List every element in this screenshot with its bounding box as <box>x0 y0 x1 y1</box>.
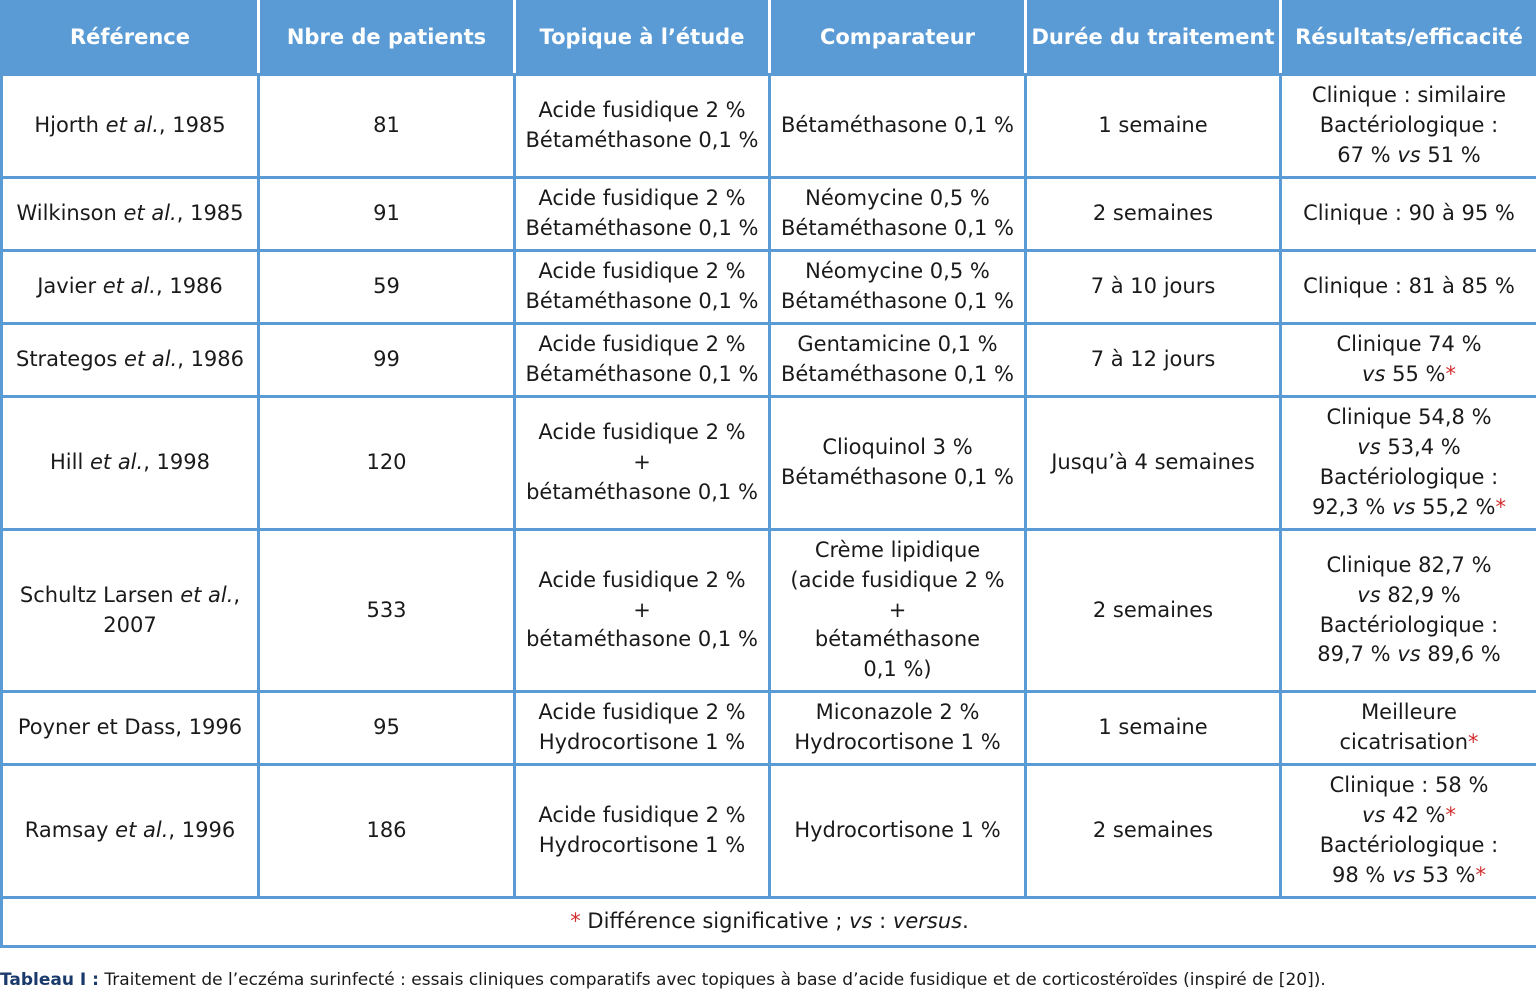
text-segment: Bétaméthasone 0,1 % <box>525 289 759 313</box>
cell-line <box>520 831 764 861</box>
cell-reference <box>2 251 259 324</box>
cell-comparateur <box>770 765 1026 898</box>
cell-comparateur <box>770 692 1026 765</box>
cell-line <box>520 360 764 390</box>
cell-reference <box>2 765 259 898</box>
text-segment: Miconazole 2 % <box>815 700 980 725</box>
cell-comparateur <box>770 324 1026 397</box>
text-segment: + <box>888 597 907 622</box>
cell-line <box>520 330 764 360</box>
table-row <box>2 324 1536 397</box>
cell-resultats <box>1281 765 1536 898</box>
text-segment: Clioquinol 3 % <box>822 435 973 460</box>
cell-line <box>520 287 764 317</box>
text-segment: Crème lipidique <box>814 538 981 562</box>
text-segment: Acide fusidique 2 % <box>538 98 746 123</box>
cell-line <box>1286 272 1532 302</box>
italic-text: et al. <box>180 582 234 607</box>
cell-line <box>520 625 764 655</box>
cell-line <box>775 360 1020 390</box>
text-segment: Bétaméthasone 0,1 % <box>525 362 759 386</box>
italic-text: vs <box>1362 803 1386 828</box>
text-segment: Acide fusidique 2 % <box>538 700 746 725</box>
cell-duree: 1 semaine <box>1026 692 1281 765</box>
table-row <box>2 692 1536 765</box>
cell-reference <box>2 692 259 765</box>
text-segment: Bétaméthasone 0,1 % <box>781 216 1014 240</box>
cell-topique <box>515 251 770 324</box>
italic-text: vs <box>1392 862 1416 887</box>
text-segment: Néomycine 0,5 % <box>805 259 990 284</box>
italic-text: vs <box>1357 435 1381 460</box>
cell-reference <box>2 397 259 530</box>
cell-resultats <box>1281 178 1536 251</box>
cell-resultats <box>1281 530 1536 692</box>
header-patients: Nbre de patients <box>259 2 515 75</box>
cell-line <box>520 214 764 244</box>
header-comparateur: Comparateur <box>770 2 1026 75</box>
text-segment: , 1985 <box>176 201 244 226</box>
cell-line <box>775 111 1020 141</box>
cell-line <box>1286 111 1532 141</box>
text-segment: Bétaméthasone 0,1 % <box>781 465 1014 489</box>
text-segment: , 1998 <box>143 450 210 475</box>
text-segment: Bétaméthasone 0,1 % <box>525 216 759 240</box>
text-segment: : <box>872 909 893 934</box>
cell-line <box>7 611 253 641</box>
cell-line <box>520 257 764 287</box>
text-segment: 0,1 %) <box>863 657 932 682</box>
cell-topique <box>515 765 770 898</box>
cell-line <box>775 728 1020 758</box>
significance-star: * <box>1475 862 1486 887</box>
cell-line <box>1286 433 1532 463</box>
cell-line <box>7 345 253 375</box>
significance-star: * <box>1495 494 1506 519</box>
cell-topique <box>515 692 770 765</box>
text-segment: cicatrisation <box>1339 730 1469 754</box>
text-segment: Bétaméthasone 0,1 % <box>781 113 1014 138</box>
cell-topique <box>515 530 770 692</box>
text-segment: Bétaméthasone 0,1 % <box>781 362 1014 386</box>
cell-patients: 99 <box>259 324 515 397</box>
cell-line <box>7 816 253 846</box>
text-segment: Clinique : 90 à 95 % <box>1303 201 1515 226</box>
text-segment: , 1986 <box>177 347 245 372</box>
cell-line <box>520 448 764 478</box>
text-segment: Hydrocortisone 1 % <box>794 730 1001 754</box>
text-segment: Bétaméthasone 0,1 % <box>781 289 1014 313</box>
cell-topique <box>515 397 770 530</box>
cell-line <box>775 655 1020 685</box>
cell-line <box>520 596 764 626</box>
italic-text: vs <box>1392 494 1416 519</box>
cell-patients: 81 <box>259 75 515 178</box>
text-segment: Javier <box>37 274 103 299</box>
text-segment: , <box>233 582 241 607</box>
text-segment: Clinique 54,8 % <box>1326 405 1492 430</box>
cell-line <box>520 418 764 448</box>
text-segment: bétaméthasone 0,1 % <box>526 627 758 652</box>
cell-line <box>775 596 1020 626</box>
cell-line <box>775 566 1020 596</box>
cell-line <box>775 257 1020 287</box>
cell-line <box>1286 640 1532 670</box>
cell-topique <box>515 178 770 251</box>
cell-patients: 186 <box>259 765 515 898</box>
cell-resultats <box>1281 397 1536 530</box>
text-segment: Acide fusidique 2 % <box>538 803 746 828</box>
text-segment: + <box>633 597 651 622</box>
text-segment: 89,6 % <box>1420 642 1501 667</box>
cell-resultats <box>1281 75 1536 178</box>
italic-text: et al. <box>89 450 144 475</box>
cell-line <box>1286 801 1532 831</box>
cell-line <box>775 433 1020 463</box>
table-row <box>2 530 1536 692</box>
cell-line <box>1286 81 1532 111</box>
footnote <box>2 898 1536 947</box>
text-segment: Poyner et Dass, 1996 <box>17 715 243 740</box>
cell-line <box>1286 581 1532 611</box>
cell-resultats <box>1281 251 1536 324</box>
table-header <box>2 2 1536 75</box>
italic-text: et al. <box>105 113 159 138</box>
cell-line <box>7 448 253 478</box>
text-segment: , 1996 <box>168 818 236 843</box>
cell-line <box>7 111 253 141</box>
cell-reference <box>2 324 259 397</box>
text-segment: 53 % <box>1415 862 1476 887</box>
cell-line <box>520 698 764 728</box>
cell-line <box>1286 360 1532 390</box>
text-segment: Bactériologique : <box>1319 113 1499 138</box>
text-segment: Gentamicine 0,1 % <box>797 332 998 357</box>
text-segment: Hydrocortisone 1 % <box>538 833 746 857</box>
table-row <box>2 397 1536 530</box>
cell-line <box>1286 141 1532 171</box>
cell-duree: 2 semaines <box>1026 178 1281 251</box>
cell-comparateur <box>770 75 1026 178</box>
significance-star: * <box>1445 803 1456 828</box>
text-segment: Clinique 74 % <box>1336 332 1482 357</box>
cell-line <box>520 126 764 156</box>
cell-line <box>7 199 253 229</box>
text-segment: 98 % <box>1332 862 1393 887</box>
cell-duree: 2 semaines <box>1026 765 1281 898</box>
cell-patients: 533 <box>259 530 515 692</box>
header-reference: Référence <box>2 2 259 75</box>
cell-duree: Jusqu’à 4 semaines <box>1026 397 1281 530</box>
italic-text: et al. <box>102 274 156 299</box>
text-segment: 53,4 % <box>1380 435 1461 460</box>
italic-text: et al. <box>124 347 178 372</box>
text-segment: Acide fusidique 2 % <box>538 420 746 445</box>
text-segment: , 1985 <box>158 113 226 138</box>
cell-resultats <box>1281 692 1536 765</box>
cell-line <box>775 625 1020 655</box>
header-duree: Durée du traitement <box>1026 2 1281 75</box>
text-segment: 2007 <box>103 612 157 637</box>
cell-line <box>775 214 1020 244</box>
footnote-row <box>2 898 1536 947</box>
header-topique: Topique à l’étude <box>515 2 770 75</box>
italic-text: vs <box>1397 642 1421 667</box>
cell-line <box>775 536 1020 566</box>
cell-line <box>775 330 1020 360</box>
cell-line <box>1286 199 1532 229</box>
text-segment: bétaméthasone <box>814 627 981 652</box>
cell-line <box>1286 403 1532 433</box>
cell-line <box>1286 551 1532 581</box>
cell-reference <box>2 75 259 178</box>
text-segment: Hill <box>50 450 90 475</box>
header-resultats: Résultats/efficacité <box>1281 2 1536 75</box>
cell-line <box>7 272 253 302</box>
cell-line <box>1286 330 1532 360</box>
caption-text: Traitement de l’eczéma surinfecté : essais cliniques comparatifs avec topiques à base d’acide fusidique et de corticostéroïdes (inspiré de [20]). <box>98 970 1326 990</box>
table-row <box>2 75 1536 178</box>
cell-line <box>520 478 764 508</box>
table-caption <box>0 968 1326 992</box>
cell-line <box>520 96 764 126</box>
text-segment: Acide fusidique 2 % <box>538 186 746 211</box>
text-segment: Clinique : 58 % <box>1329 773 1489 798</box>
text-segment: 42 % <box>1385 803 1446 828</box>
cell-duree: 2 semaines <box>1026 530 1281 692</box>
text-segment: (acide fusidique 2 % <box>790 567 1005 592</box>
text-segment: 55,2 % <box>1415 494 1496 519</box>
text-segment: 67 % <box>1337 142 1398 167</box>
cell-line <box>1286 463 1532 493</box>
significance-star: * <box>570 909 581 934</box>
text-segment: Hydrocortisone 1 % <box>794 818 1001 843</box>
cell-comparateur <box>770 530 1026 692</box>
significance-star: * <box>1468 730 1479 754</box>
text-segment: Clinique 82,7 % <box>1326 552 1492 577</box>
text-segment: Différence significative ; <box>580 909 850 934</box>
cell-line <box>520 801 764 831</box>
italic-text: vs <box>1357 582 1381 607</box>
cell-comparateur <box>770 397 1026 530</box>
cell-line <box>1286 771 1532 801</box>
cell-duree: 7 à 12 jours <box>1026 324 1281 397</box>
text-segment: Bactériologique : <box>1319 612 1499 637</box>
cell-line <box>520 566 764 596</box>
cell-patients: 59 <box>259 251 515 324</box>
cell-duree: 1 semaine <box>1026 75 1281 178</box>
italic-text: vs <box>1397 142 1421 167</box>
table-row <box>2 765 1536 898</box>
significance-star: * <box>1445 362 1456 386</box>
cell-topique <box>515 324 770 397</box>
cell-line <box>775 184 1020 214</box>
text-segment: Bactériologique : <box>1319 465 1499 489</box>
table-body <box>2 75 1536 898</box>
cell-line <box>775 698 1020 728</box>
cell-line <box>1286 861 1532 891</box>
cell-resultats <box>1281 324 1536 397</box>
cell-patients: 91 <box>259 178 515 251</box>
cell-comparateur <box>770 178 1026 251</box>
text-segment: Hjorth <box>34 113 106 138</box>
cell-line <box>520 728 764 758</box>
text-segment: . <box>962 909 969 934</box>
text-segment: 82,9 % <box>1380 582 1461 607</box>
cell-line <box>1286 611 1532 641</box>
text-segment: Bétaméthasone 0,1 % <box>525 128 759 152</box>
text-segment: Meilleure <box>1361 700 1457 725</box>
cell-line <box>7 713 253 743</box>
text-segment: Acide fusidique 2 % <box>538 332 746 357</box>
text-segment: Bactériologique : <box>1319 833 1499 857</box>
text-segment: Acide fusidique 2 % <box>538 259 746 284</box>
cell-comparateur <box>770 251 1026 324</box>
cell-line <box>520 184 764 214</box>
text-segment: 51 % <box>1420 142 1481 167</box>
cell-line <box>775 816 1020 846</box>
text-segment: 55 % <box>1385 362 1446 386</box>
text-segment: Hydrocortisone 1 % <box>538 730 746 754</box>
text-segment: Ramsay <box>24 818 116 843</box>
text-segment: Clinique : 81 à 85 % <box>1303 274 1515 299</box>
text-segment: , 1986 <box>155 274 223 299</box>
cell-duree: 7 à 10 jours <box>1026 251 1281 324</box>
italic-text: et al. <box>115 818 169 843</box>
text-segment: bétaméthasone 0,1 % <box>526 479 758 504</box>
text-segment: Clinique : similaire <box>1311 83 1507 108</box>
cell-line <box>775 287 1020 317</box>
italic-text: versus <box>892 909 963 934</box>
text-segment: 92,3 % <box>1312 494 1393 519</box>
header-row <box>2 2 1536 75</box>
cell-reference <box>2 530 259 692</box>
table-row <box>2 178 1536 251</box>
text-segment: Strategos <box>15 347 124 372</box>
cell-patients: 95 <box>259 692 515 765</box>
text-segment: Acide fusidique 2 % <box>538 567 746 592</box>
text-segment: + <box>633 450 651 475</box>
text-segment: Schultz Larsen <box>19 582 181 607</box>
italic-text: et al. <box>123 201 177 226</box>
cell-line <box>1286 728 1532 758</box>
cell-line <box>1286 831 1532 861</box>
cell-line <box>1286 493 1532 523</box>
cell-line <box>775 463 1020 493</box>
text-segment: Wilkinson <box>16 201 124 226</box>
cell-topique <box>515 75 770 178</box>
italic-text: vs <box>1362 362 1386 386</box>
text-segment: Néomycine 0,5 % <box>805 186 990 211</box>
caption-label: Tableau I : <box>0 970 99 990</box>
cell-reference <box>2 178 259 251</box>
cell-line <box>7 581 253 611</box>
cell-patients: 120 <box>259 397 515 530</box>
text-segment: 89,7 % <box>1317 642 1398 667</box>
cell-line <box>1286 698 1532 728</box>
table-row <box>2 251 1536 324</box>
italic-text: vs <box>849 909 873 934</box>
